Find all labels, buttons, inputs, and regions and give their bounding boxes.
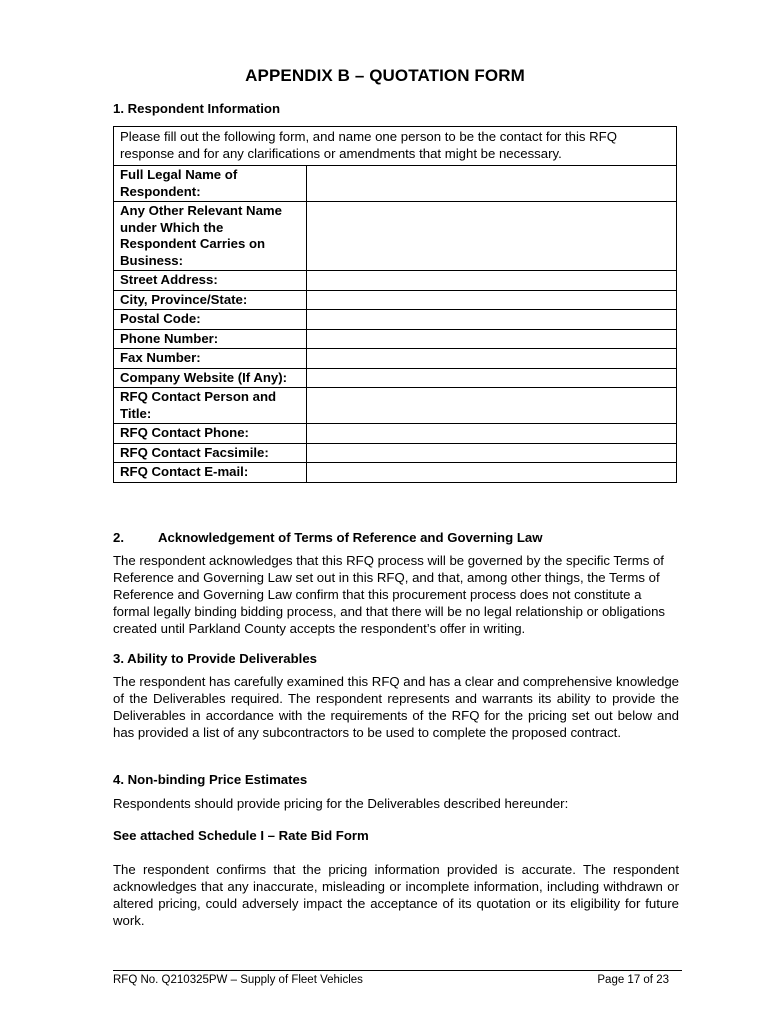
field-label: RFQ Contact Person and Title: [114, 388, 307, 424]
field-label: Fax Number: [114, 349, 307, 369]
contact-person-field[interactable] [307, 388, 677, 424]
section-2-heading [113, 530, 542, 545]
footer-divider [113, 970, 682, 971]
section-2-number: 2. [113, 530, 124, 545]
fax-number-field[interactable] [307, 349, 677, 369]
table-row [114, 349, 677, 369]
field-label: Postal Code: [114, 310, 307, 330]
contact-phone-field[interactable] [307, 424, 677, 444]
section-2-title: Acknowledgement of Terms of Reference and Governing Law [158, 530, 543, 545]
table-row [114, 329, 677, 349]
section-4-body: The respondent confirms that the pricing information provided is accurate. The respondent acknowledges that any inaccurate, misleading or incomplete information, including withdrawn or altered pricing, could adversely impact the acceptance of its quotation or its eligibility for future work. [113, 862, 679, 928]
section-2-body: The respondent acknowledges that this RFQ process will be governed by the specific Terms of Reference and Governing Law set out in this RFQ, and that, among other things, the Terms of Reference and Governing Law confirm that this procurement process does not constitute a formal legally binding bidding process, and that there will be no legal relationship or obligations created until Parkland County accepts the respondent’s offer in writing. [113, 553, 666, 636]
section-4-intro: Respondents should provide pricing for the Deliverables described hereunder: [113, 796, 569, 811]
table-row [114, 463, 677, 483]
form-intro: Please fill out the following form, and name one person to be the contact for this RFQ response and for any clarifications or amendments that might be necessary. [114, 127, 677, 166]
table-row [114, 310, 677, 330]
section-1-heading: 1. Respondent Information [113, 101, 281, 116]
table-row [114, 424, 677, 444]
footer-page-number: Page 17 of 23 [597, 974, 669, 986]
section-3-heading: 3. Ability to Provide Deliverables [113, 651, 317, 666]
schedule-reference: See attached Schedule I – Rate Bid Form [113, 828, 369, 843]
contact-facsimile-field[interactable] [307, 443, 677, 463]
field-label: RFQ Contact E-mail: [114, 463, 307, 483]
field-label: RFQ Contact Phone: [114, 424, 307, 444]
city-province-field[interactable] [307, 290, 677, 310]
field-label: Any Other Relevant Name under Which the Respondent Carries on Business: [114, 202, 307, 271]
table-row [114, 443, 677, 463]
postal-code-field[interactable] [307, 310, 677, 330]
section-3-body: The respondent has carefully examined this RFQ and has a clear and comprehensive knowledge of the Deliverables required. The respondent represents and warrants its ability to provide the Deliverables in accordance with the requirements of the RFQ for the pricing set out below and has provided a list of any subcontractors to be used to complete the proposed contract. [113, 674, 679, 740]
other-name-field[interactable] [307, 202, 677, 271]
field-label: Phone Number: [114, 329, 307, 349]
field-label: Street Address: [114, 271, 307, 291]
section-4-heading: 4. Non-binding Price Estimates [113, 772, 308, 787]
street-address-field[interactable] [307, 271, 677, 291]
contact-email-field[interactable] [307, 463, 677, 483]
field-label: RFQ Contact Facsimile: [114, 443, 307, 463]
field-label: Full Legal Name of Respondent: [114, 166, 307, 202]
table-row [114, 166, 677, 202]
website-field[interactable] [307, 368, 677, 388]
table-row [114, 271, 677, 291]
page-title: APPENDIX B – QUOTATION FORM [245, 66, 525, 85]
phone-number-field[interactable] [307, 329, 677, 349]
table-row [114, 202, 677, 271]
field-label: Company Website (If Any): [114, 368, 307, 388]
table-row [114, 290, 677, 310]
footer-rfq-number: RFQ No. Q210325PW – Supply of Fleet Vehicles [113, 974, 363, 986]
table-row [114, 388, 677, 424]
field-label: City, Province/State: [114, 290, 307, 310]
respondent-info-table [113, 126, 677, 483]
legal-name-field[interactable] [307, 166, 677, 202]
table-row [114, 368, 677, 388]
